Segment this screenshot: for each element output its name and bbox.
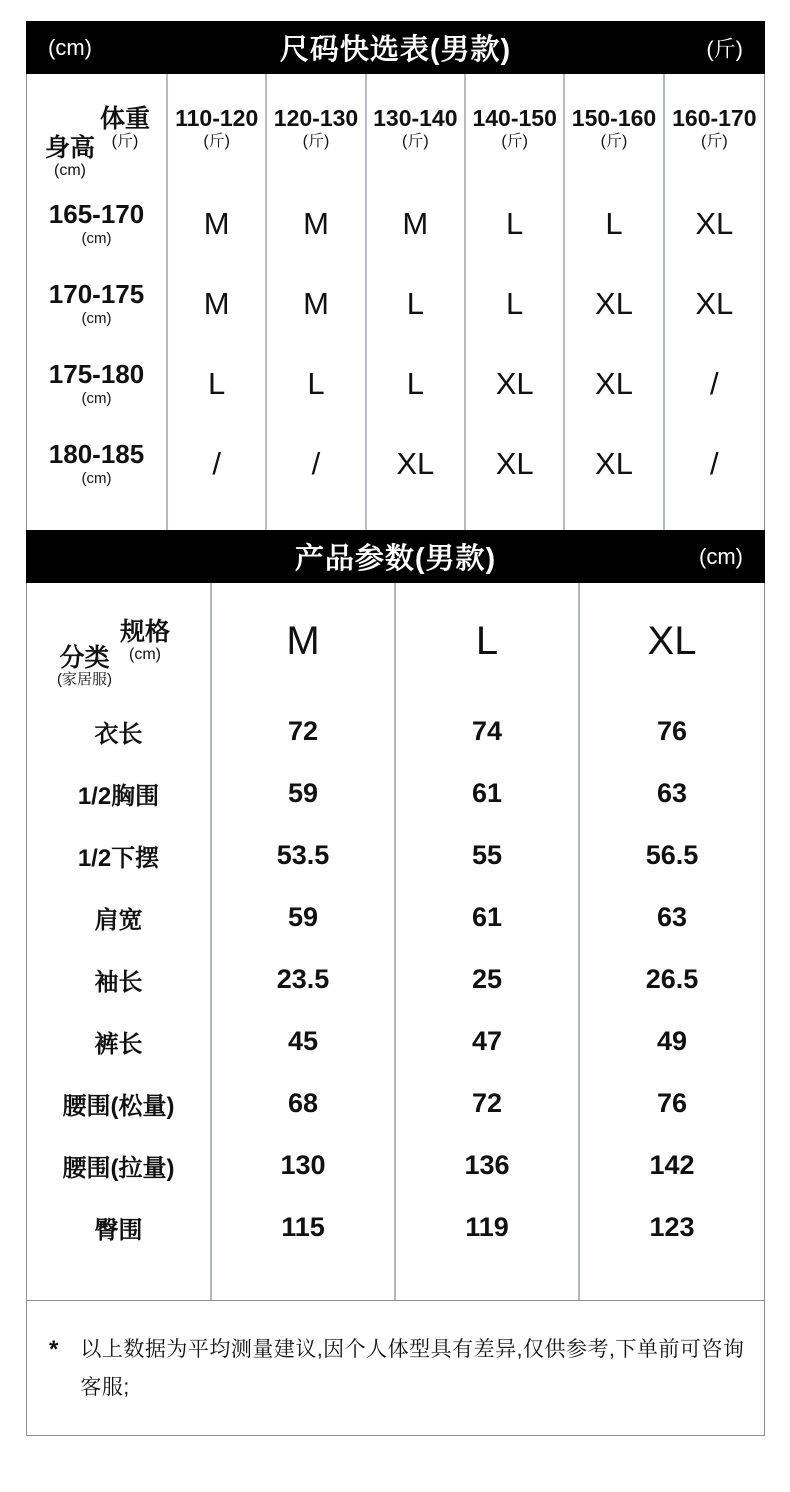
category-unit: (家居服)	[57, 671, 112, 689]
table-spacer	[367, 504, 466, 530]
size-cell: L	[466, 184, 565, 264]
param-value-cell: 76	[656, 1087, 688, 1118]
size-chart-header-bar	[26, 21, 765, 74]
param-row-label: 1/2下摆	[27, 824, 212, 886]
spec-unit: (cm)	[129, 646, 161, 664]
table-spacer	[27, 504, 168, 530]
weight-unit: (斤)	[111, 133, 139, 151]
height-range-unit: (cm)	[81, 229, 112, 247]
weight-range: 160-170	[672, 105, 757, 132]
height-row-label	[27, 264, 168, 344]
table-spacer	[396, 1258, 580, 1300]
param-value-cell: 74	[396, 700, 580, 762]
weight-label: 体重	[99, 105, 150, 133]
table-spacer	[580, 1258, 764, 1300]
param-value-cell: 130	[212, 1134, 396, 1196]
table-spacer	[27, 1258, 212, 1300]
table-spacer	[267, 504, 366, 530]
weight-range: 130-140	[373, 105, 458, 132]
param-row-label: 袖长	[27, 948, 212, 1010]
size-cell: XL	[695, 206, 734, 241]
size-cell: /	[267, 424, 366, 504]
size-cell: L	[367, 344, 466, 424]
param-value-cell: 26.5	[645, 963, 699, 994]
size-col-header: XL	[647, 619, 697, 663]
weight-range: 110-120	[175, 105, 259, 132]
product-params-title: 产品参数(男款)	[294, 543, 497, 575]
param-value-cell: 119	[396, 1196, 580, 1258]
footnote-marker: *	[49, 1336, 59, 1363]
size-cell: XL	[367, 424, 466, 504]
size-cell: XL	[565, 424, 664, 504]
height-range: 175-180	[48, 358, 145, 389]
product-params-table	[26, 583, 765, 1300]
param-row-label: 腰围(松量)	[27, 1072, 212, 1134]
param-value-cell: 123	[649, 1211, 695, 1242]
size-cell: XL	[466, 344, 565, 424]
param-value-cell: 59	[212, 886, 396, 948]
param-value-cell: 63	[656, 901, 688, 932]
param-row-label: 肩宽	[27, 886, 212, 948]
size-chart-right-unit: (斤)	[706, 36, 743, 61]
param-row-label: 腰围(拉量)	[27, 1134, 212, 1196]
weight-range-unit: (斤)	[203, 132, 230, 150]
size-cell: XL	[466, 424, 565, 504]
product-params-corner-cell	[27, 583, 212, 700]
size-cell: XL	[565, 264, 664, 344]
size-cell: /	[710, 446, 719, 481]
weight-col-header	[565, 74, 664, 184]
param-value-cell: 49	[656, 1025, 688, 1056]
size-cell: L	[267, 344, 366, 424]
size-cell: XL	[695, 286, 734, 321]
param-value-cell: 142	[649, 1149, 695, 1180]
size-chart-table	[26, 74, 765, 530]
size-cell: M	[367, 184, 466, 264]
size-cell: L	[168, 344, 267, 424]
corner-weight-header	[100, 106, 150, 152]
footnote-line-1: 以上数据为平均测量建议,因个人体型具有差异,仅供参考,下单前可咨询	[80, 1338, 745, 1361]
weight-range: 120-130	[273, 105, 359, 132]
footnote-text	[80, 1331, 744, 1407]
height-range: 170-175	[48, 278, 145, 309]
weight-range-unit: (斤)	[501, 132, 528, 150]
size-col-header: L	[396, 583, 580, 700]
weight-col-header	[466, 74, 565, 184]
weight-range: 140-150	[472, 105, 557, 132]
param-row-label: 1/2胸围	[27, 762, 212, 824]
size-cell: /	[168, 424, 267, 504]
height-row-label	[27, 184, 168, 264]
weight-col-header	[267, 74, 366, 184]
size-chart-left-unit: (cm)	[48, 34, 92, 60]
height-unit: (cm)	[54, 162, 86, 180]
size-chart-corner-cell	[27, 74, 168, 184]
param-row-label: 裤长	[27, 1010, 212, 1072]
product-params-right-unit: (cm)	[699, 543, 743, 569]
size-cell: L	[565, 184, 664, 264]
weight-range-unit: (斤)	[700, 132, 728, 150]
table-spacer	[168, 504, 267, 530]
param-value-cell: 56.5	[645, 839, 699, 870]
size-chart-title: 尺码快选表(男款)	[279, 34, 512, 66]
param-value-cell: 136	[396, 1134, 580, 1196]
height-range: 165-170	[48, 198, 145, 229]
size-spec-sheet	[26, 21, 765, 1436]
size-cell: L	[466, 264, 565, 344]
param-value-cell: 115	[212, 1196, 396, 1258]
corner-height-header	[45, 135, 95, 181]
weight-col-header	[367, 74, 466, 184]
height-range-unit: (cm)	[81, 309, 112, 327]
param-value-cell: 55	[396, 824, 580, 886]
height-row-label	[27, 424, 168, 504]
param-value-cell: 61	[396, 762, 580, 824]
size-cell: /	[710, 366, 719, 401]
table-spacer	[565, 504, 664, 530]
height-label: 身高	[45, 134, 96, 162]
weight-range: 150-160	[571, 105, 657, 132]
param-value-cell: 72	[396, 1072, 580, 1134]
table-spacer	[212, 1258, 396, 1300]
footnote-line-2: 客服;	[80, 1376, 130, 1399]
size-cell: M	[267, 184, 366, 264]
size-cell: L	[367, 264, 466, 344]
param-value-cell: 45	[212, 1010, 396, 1072]
height-range-unit: (cm)	[81, 469, 112, 487]
param-row-label: 臀围	[27, 1196, 212, 1258]
size-cell: M	[168, 264, 267, 344]
weight-col-header	[665, 74, 764, 184]
param-value-cell: 72	[212, 700, 396, 762]
param-value-cell: 76	[656, 715, 688, 746]
param-value-cell: 47	[396, 1010, 580, 1072]
param-value-cell: 63	[656, 777, 688, 808]
param-value-cell: 25	[396, 948, 580, 1010]
product-params-header-bar	[26, 530, 765, 583]
height-range-unit: (cm)	[81, 389, 112, 407]
param-value-cell: 53.5	[212, 824, 396, 886]
corner-category-header	[57, 645, 112, 690]
param-value-cell: 61	[396, 886, 580, 948]
param-value-cell: 23.5	[212, 948, 396, 1010]
size-col-header: M	[212, 583, 396, 700]
size-cell: M	[267, 264, 366, 344]
table-spacer	[665, 504, 764, 530]
size-cell: M	[168, 184, 267, 264]
category-label: 分类	[59, 644, 110, 672]
weight-range-unit: (斤)	[401, 132, 429, 150]
corner-spec-header	[120, 619, 170, 665]
height-row-label	[27, 344, 168, 424]
param-value-cell: 68	[212, 1072, 396, 1134]
spec-label: 规格	[119, 618, 170, 646]
size-cell: XL	[565, 344, 664, 424]
weight-range-unit: (斤)	[600, 132, 628, 150]
param-row-label: 衣长	[27, 700, 212, 762]
weight-range-unit: (斤)	[302, 132, 330, 150]
height-range: 180-185	[48, 438, 145, 469]
weight-col-header	[168, 74, 267, 184]
param-value-cell: 59	[212, 762, 396, 824]
table-spacer	[466, 504, 565, 530]
footnote	[26, 1300, 765, 1436]
